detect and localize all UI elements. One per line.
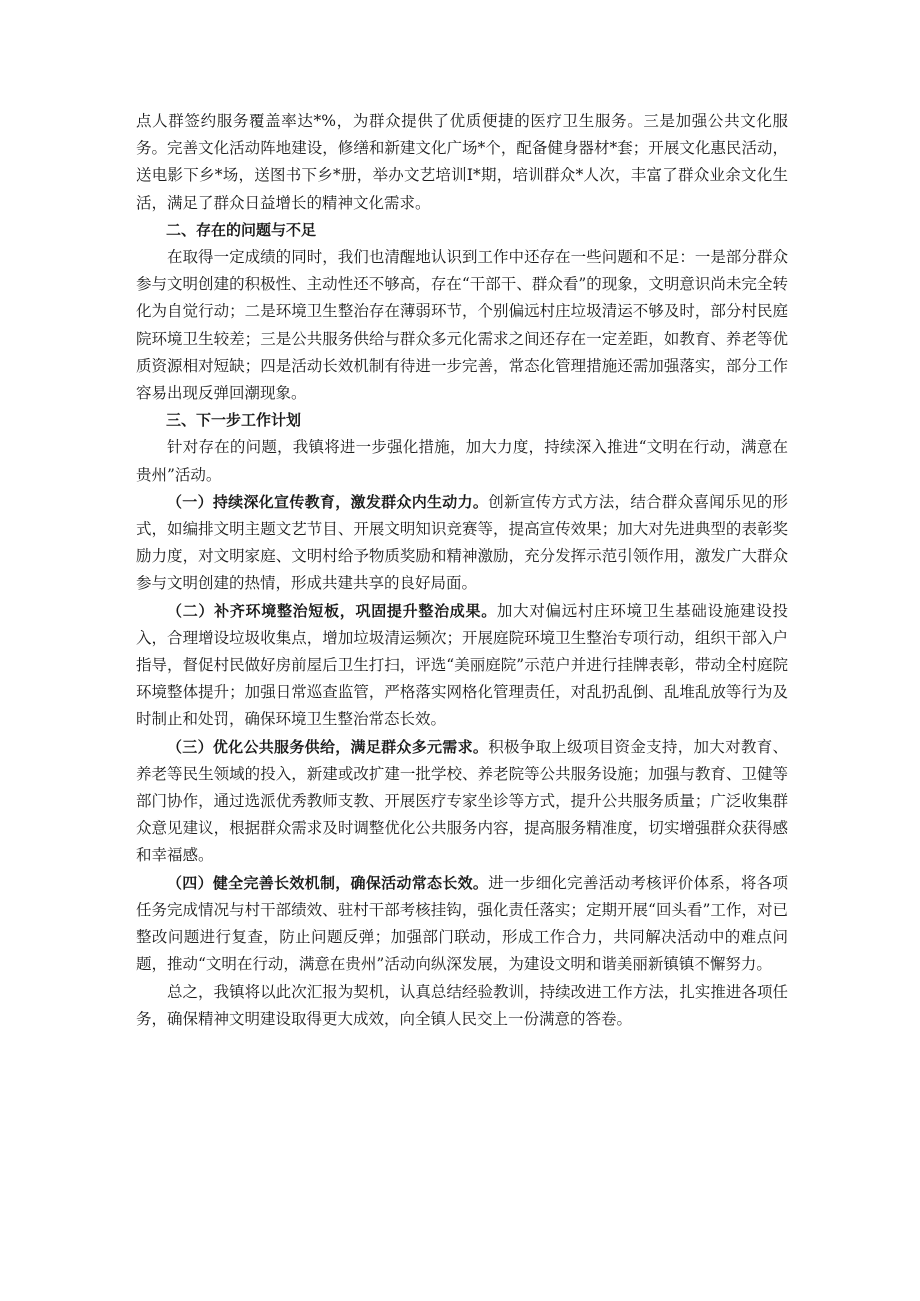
problems-paragraph: 在取得一定成绩的同时，我们也清醒地认识到工作中还存在一些问题和不足：一是部分群众参与文明创建的积极性、主动性还不够高，存在“干部干、群众看”的现象，文明意识尚未完全转化为自觉行动；二是环境卫生整治存在薄弱环节，个别偏远村庄垃圾清运不够及时，部分村民庭院环境卫生较差；三是公共服务供给与群众多元化需求之间还存在一定差距，如教育、养老等优质资源相对短缺；四是活动长效机制有待进一步完善，常态化管理措施还需加强落实，部分工作容易出现反弹回潮现象。 <box>136 248 788 403</box>
section-heading-next-plan: 三、下一步工作计划 <box>166 411 302 430</box>
intro-paragraph: 点人群签约服务覆盖率达*%，为群众提供了优质便捷的医疗卫生服务。三是加强公共文化服务。完善文化活动阵地建设，修缮和新建文化广场*个，配备健身器材*套；开展文化惠民活动，送电影下乡*场，送图书下乡*册，举办文艺培训I*期，培训群众*人次，丰富了群众业余文化生活，满足了群众日益增长的精神文化需求。 <box>136 112 788 212</box>
plan-item-2 <box>136 598 788 734</box>
plan-item-2-body: 加大对偏远村庄环境卫生基础设施建设投入，合理增设垃圾收集点，增加垃圾清运频次；开展庭院环境卫生整治专项行动，组织干部入户指导，督促村民做好房前屋后卫生打扫，评选“美丽庭院”示范户并进行挂牌表彰，带动全村庭院环境整体提升；加强日常巡查监管，严格落实网格化管理责任，对乱扔乱倒、乱堆乱放等行为及时制止和处罚，确保环境卫生整治常态长效。 <box>136 601 788 729</box>
next-plan-intro: 针对存在的问题，我镇将进一步强化措施，加大力度，持续深入推进“文明在行动，满意在贵州”活动。 <box>136 438 788 484</box>
plan-item-4-body: 进一步细化完善活动考核评价体系，将各项任务完成情况与村干部绩效、驻村干部考核挂钩，强化责任落实；定期开展“回头看”工作，对已整改问题进行复查，防止问题反弹；加强部门联动，形成工作合力，共同解决活动中的难点问题，推动“文明在行动，满意在贵州”活动向纵深发展，为建设文明和谐美丽新镇镇不懈努力。 <box>136 873 788 974</box>
plan-item-4 <box>136 870 788 979</box>
conclusion-paragraph: 总之，我镇将以此次汇报为契机，认真总结经验教训，持续改进工作方法，扎实推进各项任务，确保精神文明建设取得更大成效，向全镇人民交上一份满意的答卷。 <box>136 982 788 1028</box>
plan-item-2-lead: （二）补齐环境整治短板，巩固提升整治成果。 <box>167 601 497 620</box>
plan-item-3 <box>136 734 788 870</box>
plan-item-4-lead: （四）健全完善长效机制，确保活动常态长效。 <box>167 873 489 892</box>
plan-item-1-body: 创新宣传方式方法，结合群众喜闻乐见的形式，如编排文明主题文艺节目、开展文明知识竞赛等，提高宣传效果；加大对先进典型的表彰奖励力度，对文明家庭、文明村给予物质奖励和精神激励，充分发挥示范引领作用，激发广大群众参与文明创建的热情，形成共建共享的良好局面。 <box>136 492 788 593</box>
plan-item-3-lead: （三）优化公共服务供给，满足群众多元需求。 <box>167 737 489 756</box>
plan-item-3-body: 积极争取上级项目资金支持，加大对教育、养老等民生领域的投入，新建或改扩建一批学校、养老院等公共服务设施；加强与教育、卫健等部门协作，通过选派优秀教师支教、开展医疗专家坐诊等方式，提升公共服务质量；广泛收集群众意见建议，根据群众需求及时调整优化公共服务内容，提高服务精准度，切实增强群众获得感和幸福感。 <box>136 737 788 865</box>
plan-item-1 <box>136 489 788 598</box>
section-heading-problems: 二、存在的问题与不足 <box>166 220 317 239</box>
plan-item-1-lead: （一）持续深化宣传教育，激发群众内生动力。 <box>167 492 489 511</box>
document-page <box>136 108 788 1033</box>
